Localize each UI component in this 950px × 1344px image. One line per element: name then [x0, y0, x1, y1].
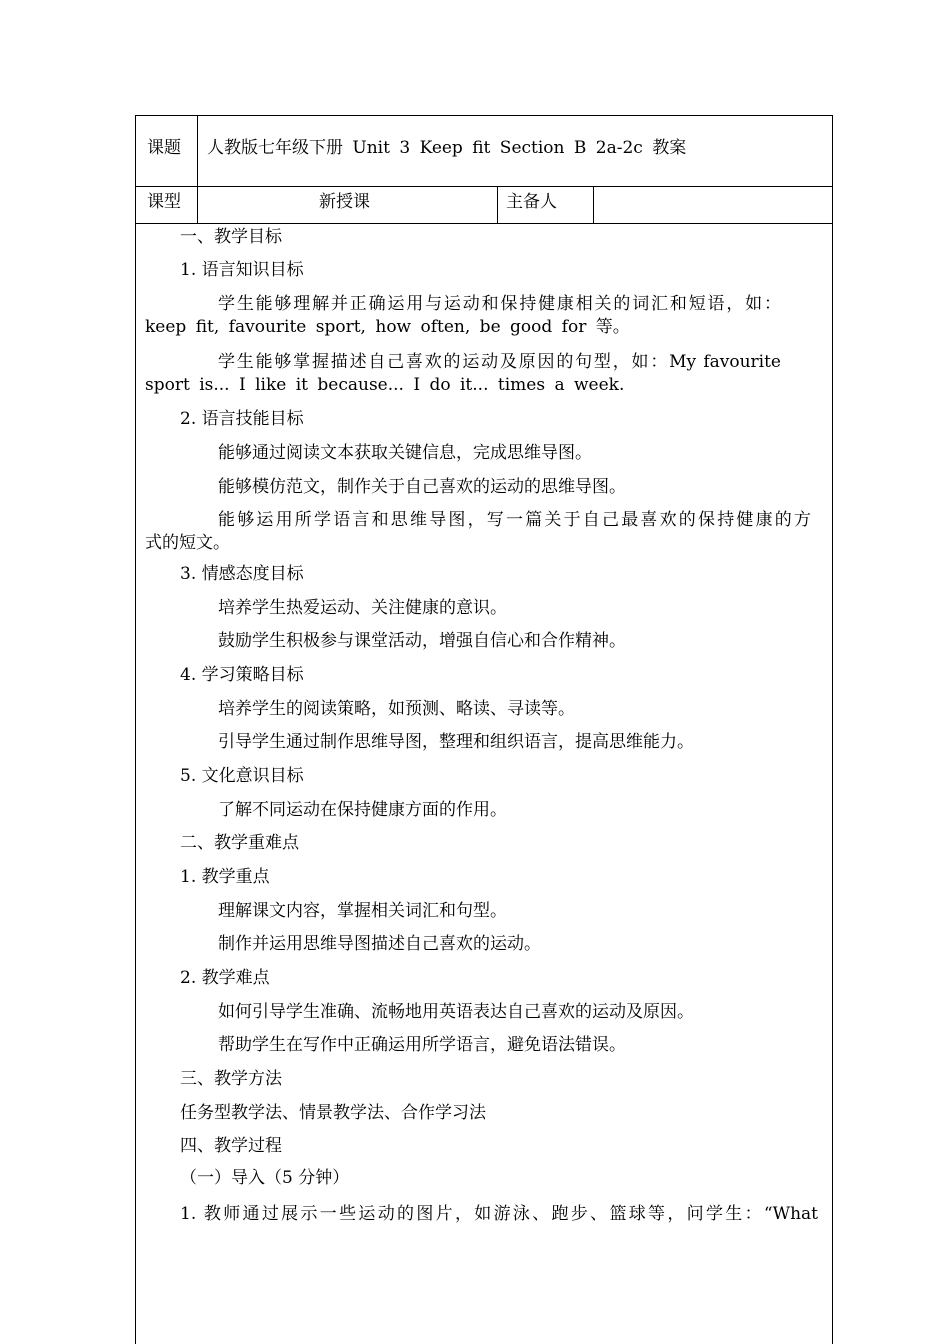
paragraph-line: sport is... I like it because... I do it... times a week.	[145, 375, 625, 395]
paragraph-line: 学生能够掌握描述自己喜欢的运动及原因的句型，如：My favourite	[218, 352, 781, 372]
section-heading: 四、教学过程	[180, 1136, 282, 1156]
paragraph-line: 引导学生通过制作思维导图，整理和组织语言，提高思维能力。	[218, 732, 694, 752]
paragraph-line: 如何引导学生准确、流畅地用英语表达自己喜欢的运动及原因。	[218, 1002, 694, 1022]
paragraph-line: 了解不同运动在保持健康方面的作用。	[218, 800, 507, 820]
paragraph-line: 能够模仿范文，制作关于自己喜欢的运动的思维导图。	[218, 477, 626, 497]
subsection-heading: 2. 语言技能目标	[180, 409, 304, 429]
subsection-heading: 1. 教学重点	[180, 867, 270, 887]
column-divider	[197, 187, 198, 223]
lesson-plan-table	[135, 115, 833, 1344]
column-divider	[497, 187, 498, 223]
paragraph-line: 帮助学生在写作中正确运用所学语言，避免语法错误。	[218, 1035, 626, 1055]
paragraph-line: 理解课文内容，掌握相关词汇和句型。	[218, 901, 507, 921]
subsection-heading: 2. 教学难点	[180, 968, 270, 988]
subsection-heading: （一）导入（5 分钟）	[180, 1168, 350, 1188]
paragraph-line: keep fit, favourite sport, how often, be good for 等。	[145, 317, 630, 337]
paragraph-line: 制作并运用思维导图描述自己喜欢的运动。	[218, 934, 541, 954]
type-row	[136, 187, 832, 224]
paragraph-line: 培养学生热爱运动、关注健康的意识。	[218, 598, 507, 618]
paragraph-line: 能够通过阅读文本获取关键信息，完成思维导图。	[218, 443, 592, 463]
paragraph-line: 培养学生的阅读策略，如预测、略读、寻读等。	[218, 699, 575, 719]
paragraph-line: 鼓励学生积极参与课堂活动，增强自信心和合作精神。	[218, 631, 626, 651]
section-heading: 二、教学重难点	[180, 833, 299, 853]
paragraph-line: 能够运用所学语言和思维导图，写一篇关于自己最喜欢的保持健康的方	[218, 510, 811, 530]
subsection-heading: 5. 文化意识目标	[180, 766, 304, 786]
column-divider	[197, 116, 198, 186]
subsection-heading: 1. 语言知识目标	[180, 260, 304, 280]
topic-row	[136, 116, 832, 187]
type-value: 新授课	[319, 192, 370, 212]
paragraph-line: 1. 教师通过展示一些运动的图片，如游泳、跑步、篮球等，问学生：“What	[180, 1204, 818, 1224]
column-divider	[593, 187, 594, 223]
topic-label: 课题	[147, 138, 181, 158]
subsection-heading: 4. 学习策略目标	[180, 665, 304, 685]
paragraph-line: 式的短文。	[145, 533, 230, 553]
paragraph-line: 任务型教学法、情景教学法、合作学习法	[180, 1103, 486, 1123]
section-heading: 三、教学方法	[180, 1069, 282, 1089]
preparer-label: 主备人	[506, 192, 557, 212]
paragraph-line: 学生能够理解并正确运用与运动和保持健康相关的词汇和短语，如：	[218, 294, 781, 314]
subsection-heading: 3. 情感态度目标	[180, 564, 304, 584]
type-label: 课型	[147, 192, 181, 212]
section-heading: 一、教学目标	[180, 227, 282, 247]
topic-value: 人教版七年级下册 Unit 3 Keep fit Section B 2a-2c 教案	[207, 138, 687, 158]
